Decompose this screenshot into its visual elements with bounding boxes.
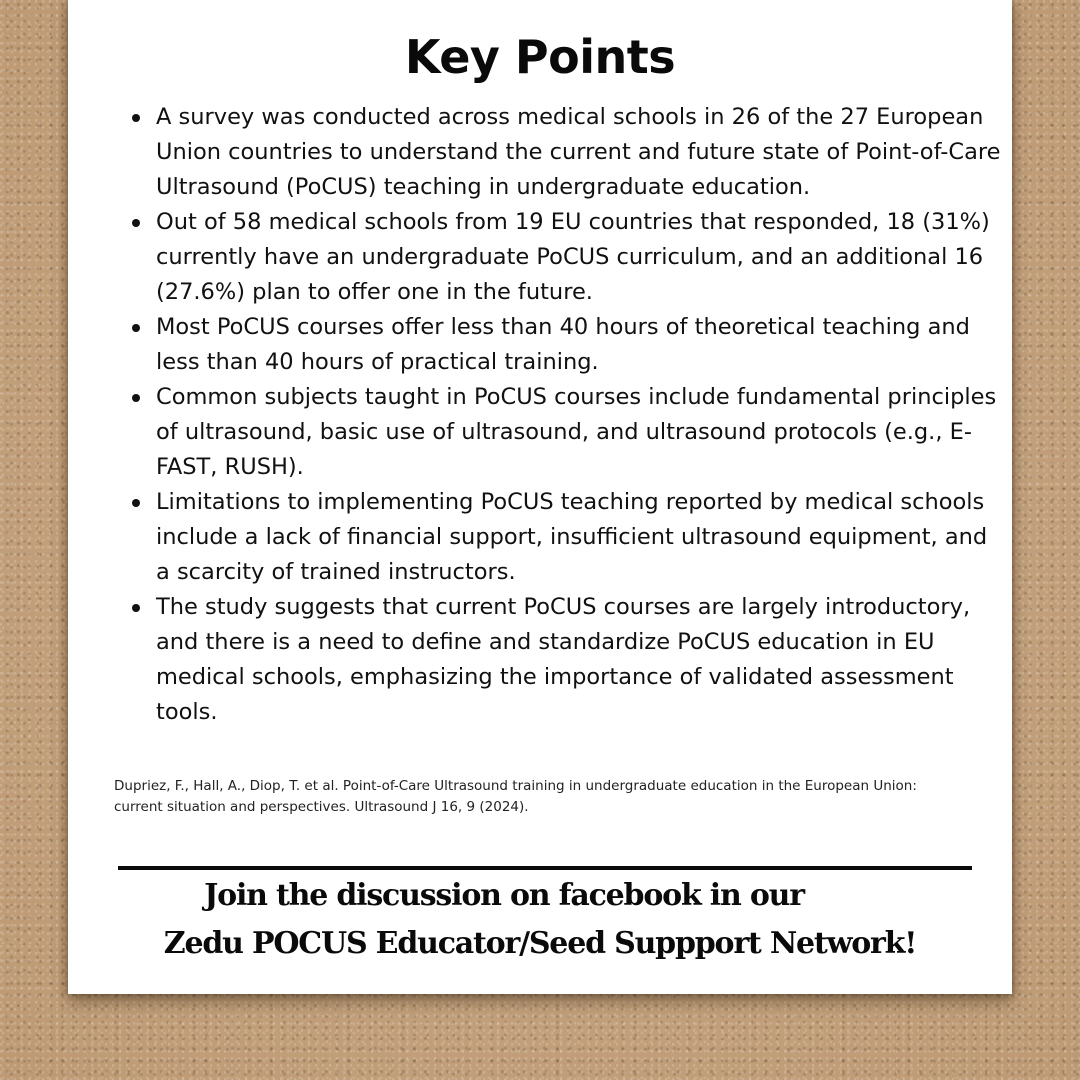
cta-line-1: Join the discussion on facebook in our xyxy=(204,878,804,913)
list-item-text: Out of 58 medical schools from 19 EU countries that responded, 18 (31%) currently have an undergraduate PoCUS curriculum, and an additional 16 (27.6%) plan to offer one in the future. xyxy=(156,209,990,305)
bullet-icon xyxy=(132,324,140,332)
citation: Dupriez, F., Hall, A., Diop, T. et al. Point-of-Care Ultrasound training in undergraduate education in the European Union: current situation and perspectives. Ultrasound J 16, 9 (2024). xyxy=(114,778,917,815)
bullet-icon xyxy=(132,499,140,507)
list-item xyxy=(156,380,1006,485)
list-item xyxy=(156,205,1006,310)
divider xyxy=(118,866,972,870)
bullet-icon xyxy=(132,604,140,612)
bullet-icon xyxy=(132,394,140,402)
cta-line-2: Zedu POCUS Educator/Seed Suppport Network! xyxy=(163,926,917,961)
list-item-text: Most PoCUS courses offer less than 40 hours of theoretical teaching and less than 40 hours of practical training. xyxy=(156,314,970,375)
list-item-text: Common subjects taught in PoCUS courses include fundamental principles of ultrasound, basic use of ultrasound, and ultrasound protocols (e.g., E-FAST, RUSH). xyxy=(156,384,997,480)
call-to-action xyxy=(68,872,1012,968)
list-item-text: A survey was conducted across medical schools in 26 of the 27 European Union countries to understand the current and future state of Point-of-Care Ultrasound (PoCUS) teaching in undergraduate education. xyxy=(156,104,1001,200)
list-item xyxy=(156,100,1006,205)
page-title: Key Points xyxy=(404,30,676,84)
list-item-text: Limitations to implementing PoCUS teaching reported by medical schools include a lack of financial support, insufficient ultrasound equipment, and a scarcity of trained instructors. xyxy=(156,489,988,585)
list-item xyxy=(156,310,1006,380)
key-points-card xyxy=(68,0,1012,994)
key-points-list xyxy=(128,100,1006,730)
list-item-text: The study suggests that current PoCUS courses are largely introductory, and there is a need to define and standardize PoCUS education in EU medical schools, emphasizing the importance of validated assessment tools. xyxy=(156,594,971,725)
list-item xyxy=(156,590,1006,730)
bullet-icon xyxy=(132,114,140,122)
bullet-icon xyxy=(132,219,140,227)
list-item xyxy=(156,485,1006,590)
